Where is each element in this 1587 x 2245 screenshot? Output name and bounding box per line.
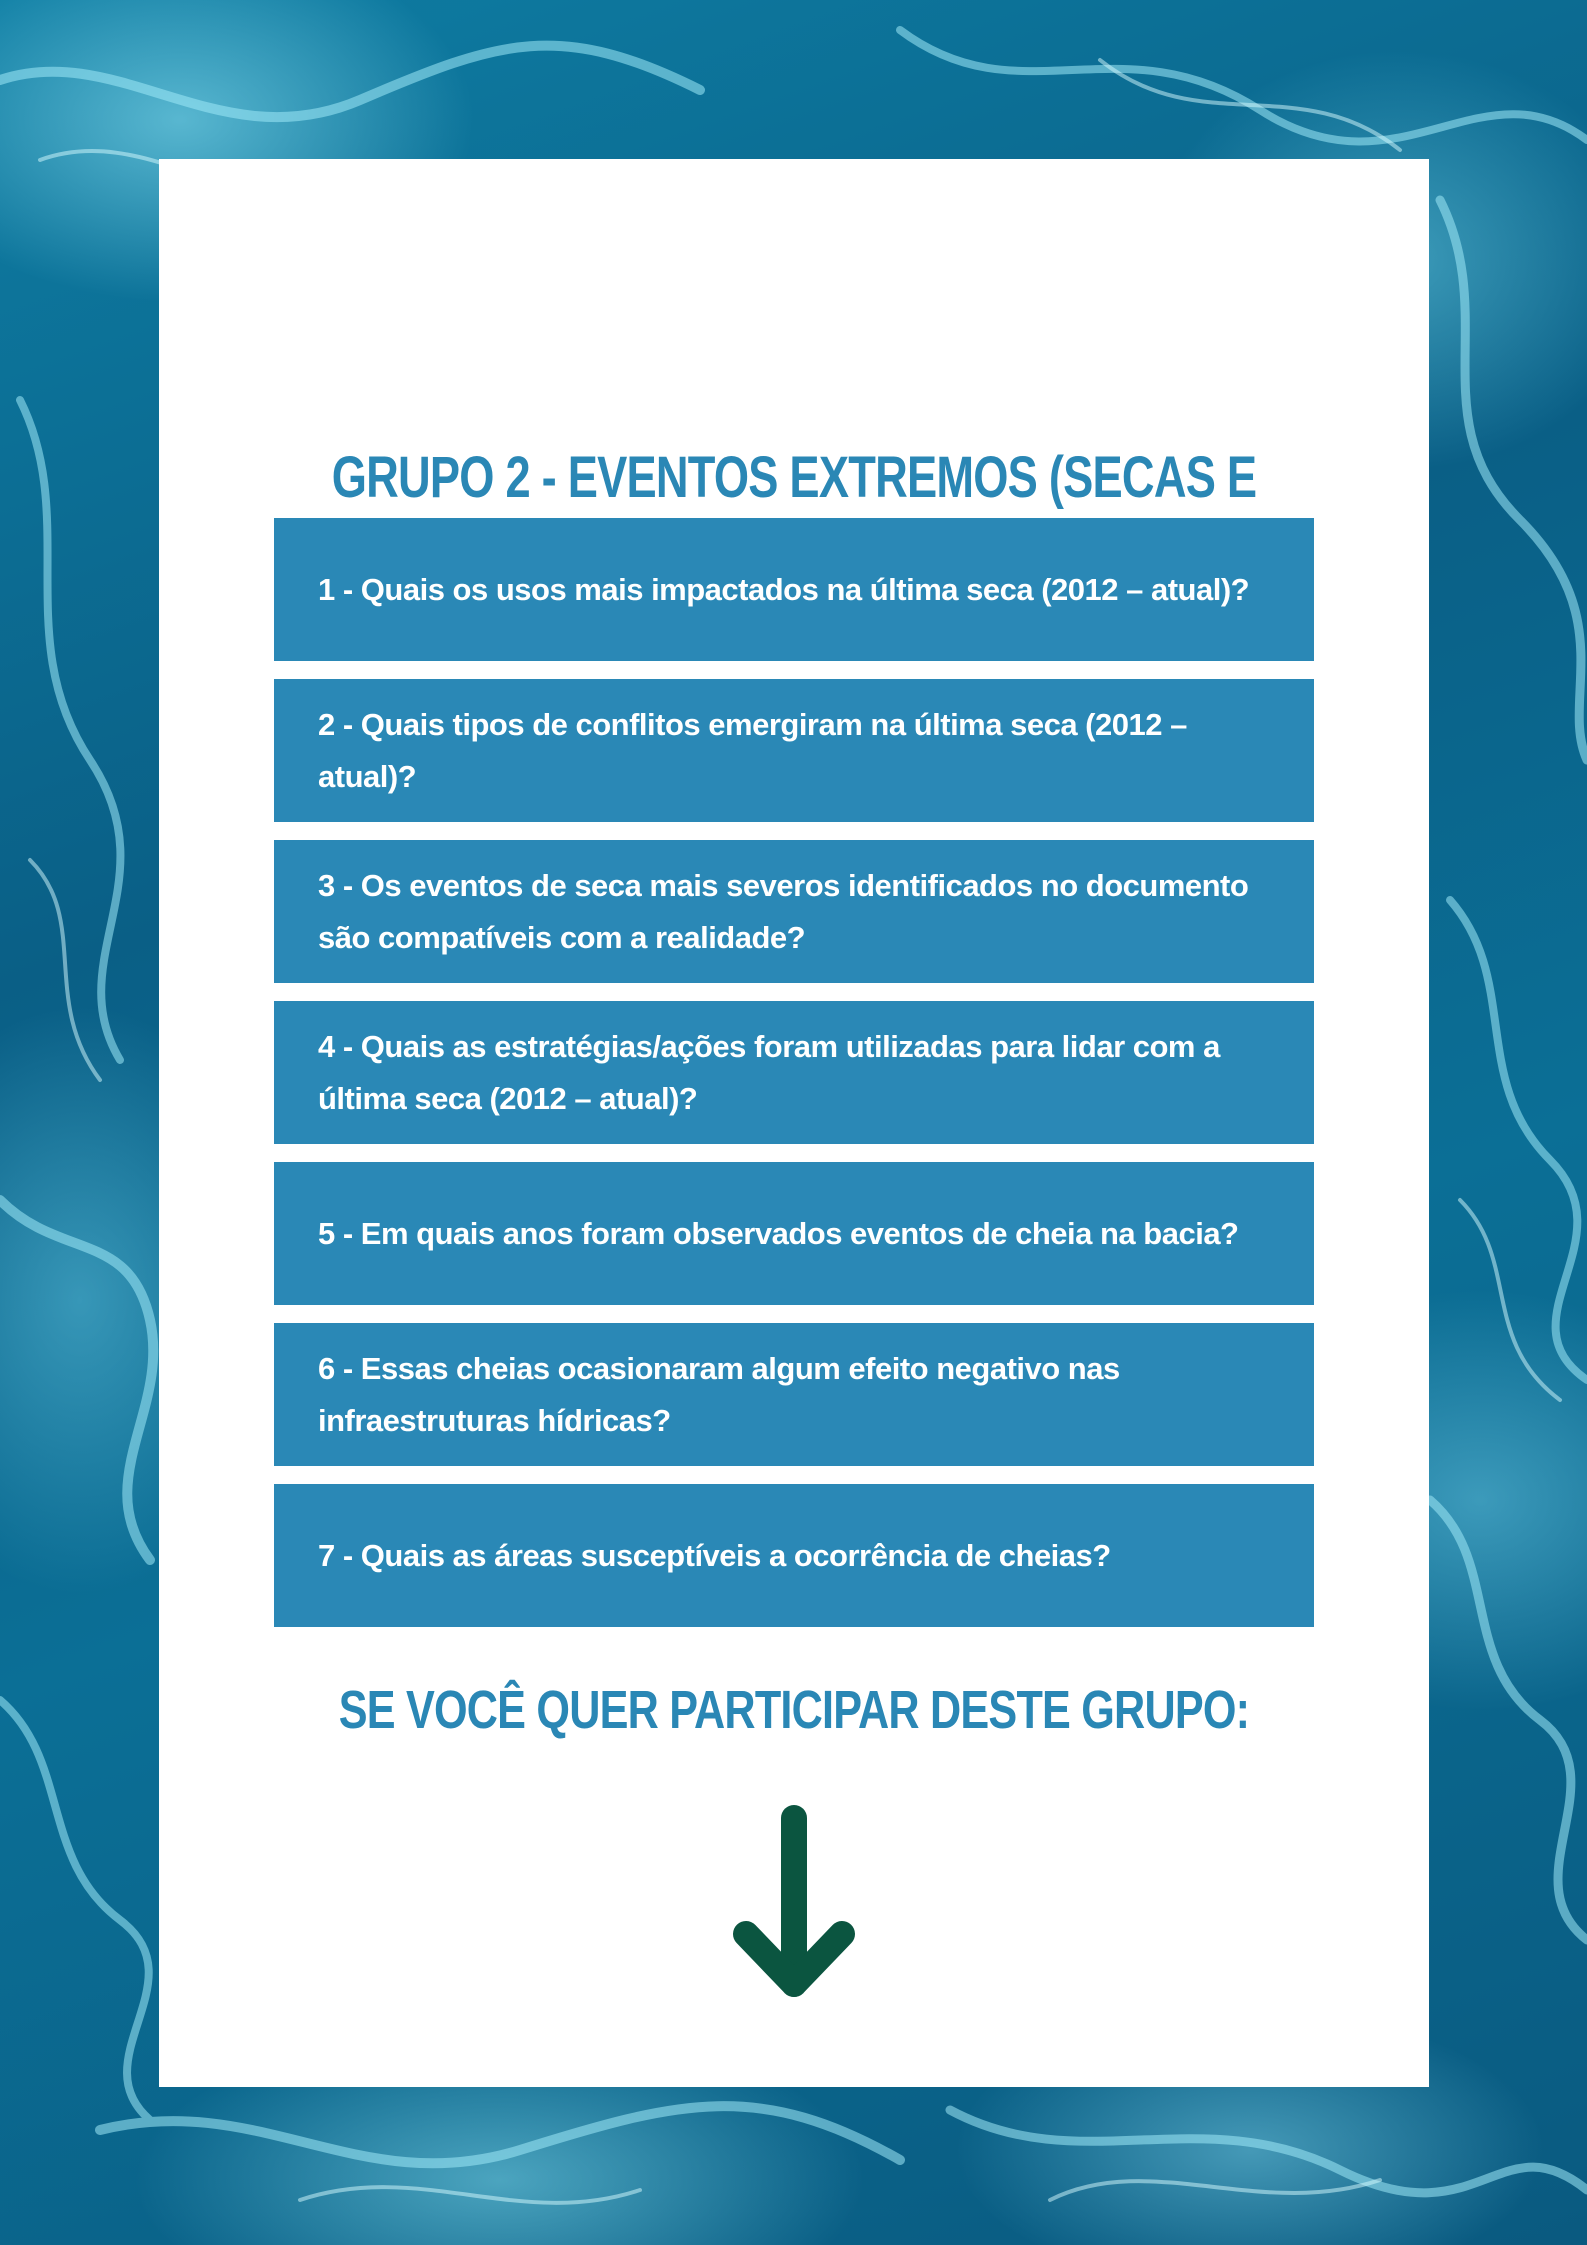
question-box [274, 518, 1314, 661]
question-list [274, 518, 1314, 1645]
page-title: GRUPO 2 - EVENTOS EXTREMOS (SECAS E [331, 445, 1257, 510]
question-text: 3 - Os eventos de seca mais severos identificados no documento são compatíveis com a realidade? [318, 867, 1249, 955]
question-text: 7 - Quais as áreas susceptíveis a ocorrência de cheias? [318, 1537, 1111, 1573]
question-text: 6 - Essas cheias ocasionaram algum efeito negativo nas infraestruturas hídricas? [318, 1350, 1120, 1438]
cta-heading: SE VOCÊ QUER PARTICIPAR DESTE GRUPO: [338, 1680, 1250, 1740]
question-box [274, 1001, 1314, 1144]
question-text: 2 - Quais tipos de conflitos emergiram na última seca (2012 – atual)? [318, 706, 1187, 794]
arrow-down-icon [732, 1804, 856, 2004]
question-box [274, 1484, 1314, 1627]
content-card [159, 159, 1429, 2087]
question-box [274, 1323, 1314, 1466]
question-box [274, 1162, 1314, 1305]
title-area [159, 289, 1429, 510]
question-text: 5 - Em quais anos foram observados eventos de cheia na bacia? [318, 1215, 1239, 1251]
question-text: 1 - Quais os usos mais impactados na última seca (2012 – atual)? [318, 571, 1250, 607]
question-box [274, 840, 1314, 983]
question-text: 4 - Quais as estratégias/ações foram utilizadas para lidar com a última seca (2012 – atual)? [318, 1028, 1220, 1116]
question-box [274, 679, 1314, 822]
